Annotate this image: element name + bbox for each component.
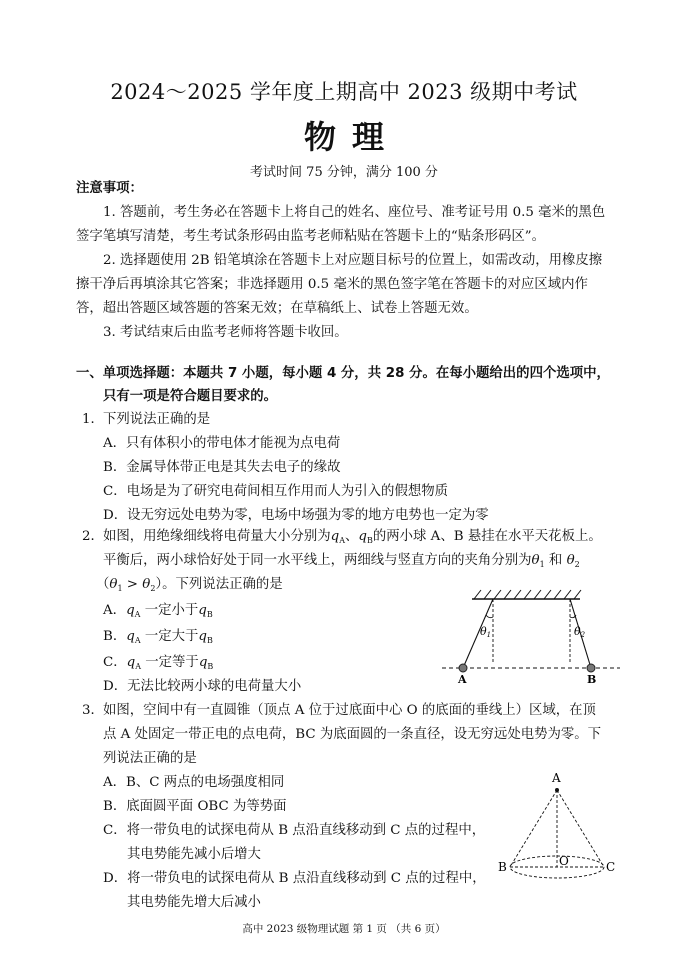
page-footer: 高中 2023 级物理试题 第 1 页 （共 6 页） xyxy=(242,923,446,935)
label-a: A xyxy=(552,771,561,785)
option-d: D．将一带负电的试探电荷从 B 点沿直线移动到 C 点的过程中， xyxy=(103,871,486,886)
option-b: B．$q_A$ 一定大于$q_B$ xyxy=(103,629,213,645)
question-number: 2． xyxy=(82,529,104,544)
symbol-qa: $q_A$ xyxy=(330,529,345,545)
label-b: B xyxy=(498,860,507,874)
option-d: D．设无穷远处电势为零，电场中场强为零的地方电势也一定为零 xyxy=(103,508,489,523)
option-d-cont: 其电势能先增大后减小 xyxy=(127,895,261,910)
ball-a xyxy=(459,664,467,672)
question-stem-line: 列说法正确的是 xyxy=(103,751,197,766)
theta1-label: θ1 xyxy=(480,625,492,639)
symbol-theta2: $\theta_2$ xyxy=(566,553,580,569)
notice-line: 答，超出答题区域答题的答案无效；在草稿纸上、试卷上答题无效。 xyxy=(76,301,478,316)
notice-heading: 注意事项： xyxy=(76,181,143,196)
question-stem-line: 点 A 处固定一带正电的点电荷，BC 为底面圆的一条直径，设无穷远处电势为零。下 xyxy=(103,727,602,742)
label-c: C xyxy=(606,860,616,874)
label-b: B xyxy=(587,673,597,685)
question-stem-line: 如图，用绝缘细线将电荷量大小分别为$q_A$、$q_B$的两小球 A、B 悬挂在水平天花板上。 xyxy=(103,529,602,545)
exam-time-info: 考试时间 75 分钟，满分 100 分 xyxy=(250,165,438,180)
notice-line: 签字笔填写清楚，考生考试条形码由监考老师粘贴在答题卡上的“贴条形码区”。 xyxy=(76,229,545,244)
ceiling xyxy=(472,590,581,599)
notice-line: 2. 选择题使用 2B 铅笔填涂在答题卡上对应题目标号的位置上，如需改动，用橡皮擦 xyxy=(103,253,603,268)
exam-title: 2024～2025 学年度上期高中 2023 级期中考试 xyxy=(110,80,578,104)
question-stem-line: $(\theta_1 > \theta_2)$。下列说法正确的是 xyxy=(96,577,283,593)
question-stem: 下列说法正确的是 xyxy=(103,412,211,427)
pendulum-figure xyxy=(440,585,620,685)
notice-line: 1. 答题前，考生务必在答题卡上将自己的姓名、座位号、准考证号用 0.5 毫米的黑色 xyxy=(103,205,606,220)
option-c-cont: 其电势能先减小后增大 xyxy=(127,847,261,862)
symbol-qb: $q_B$ xyxy=(358,529,373,545)
theta2-label: θ2 xyxy=(574,625,586,639)
ball-b xyxy=(587,664,595,672)
question-stem-line: 平衡后，两小球恰好处于同一水平线上，两细线与竖直方向的夹角分别为$\theta_1$ 和 $\theta_2$ xyxy=(103,553,580,569)
cone-figure xyxy=(490,768,630,883)
question-number: 3． xyxy=(82,703,104,718)
question-stem-line: 如图，空间中有一直圆锥（顶点 A 位于过底面中心 O 的底面的垂线上）区域，在顶 xyxy=(103,703,596,718)
label-a: A xyxy=(458,673,467,685)
question-number: 1． xyxy=(82,412,104,427)
option-b: B．底面圆平面 OBC 为等势面 xyxy=(103,799,287,814)
notice-line: 擦干净后再填涂其它答案；非选择题用 0.5 毫米的黑色签字笔在答题卡的对应区域内作 xyxy=(76,277,588,292)
option-c: C．$q_A$ 一定等于$q_B$ xyxy=(103,655,214,671)
section-heading-cont: 只有一项是符合题目要求的。 xyxy=(103,389,278,404)
subject-title: 物理 xyxy=(303,118,400,156)
notice-line: 3. 考试结束后由监考老师将答题卡收回。 xyxy=(103,325,348,340)
label-o: O xyxy=(559,854,569,868)
option-a: A．B、C 两点的电场强度相同 xyxy=(103,775,285,790)
cone-edge-left xyxy=(510,790,557,867)
angle-arc-1 xyxy=(486,615,493,618)
option-c: C．将一带负电的试探电荷从 B 点沿直线移动到 C 点的过程中， xyxy=(103,823,486,838)
section-heading: 一、单项选择题：本题共 7 小题，每小题 4 分，共 28 分。在每小题给出的四个选项中， xyxy=(76,366,610,381)
option-c: C．电场是为了研究电荷间相互作用而人为引入的假想物质 xyxy=(103,484,449,499)
option-b: B．金属导体带正电是其失去电子的缘故 xyxy=(103,460,341,475)
option-d: D．无法比较两小球的电荷量大小 xyxy=(103,679,302,694)
option-a: A．只有体积小的带电体才能视为点电荷 xyxy=(103,436,341,451)
option-a: A．$q_A$ 一定小于$q_B$ xyxy=(103,603,213,619)
symbol-theta1: $\theta_1$ xyxy=(531,553,545,569)
